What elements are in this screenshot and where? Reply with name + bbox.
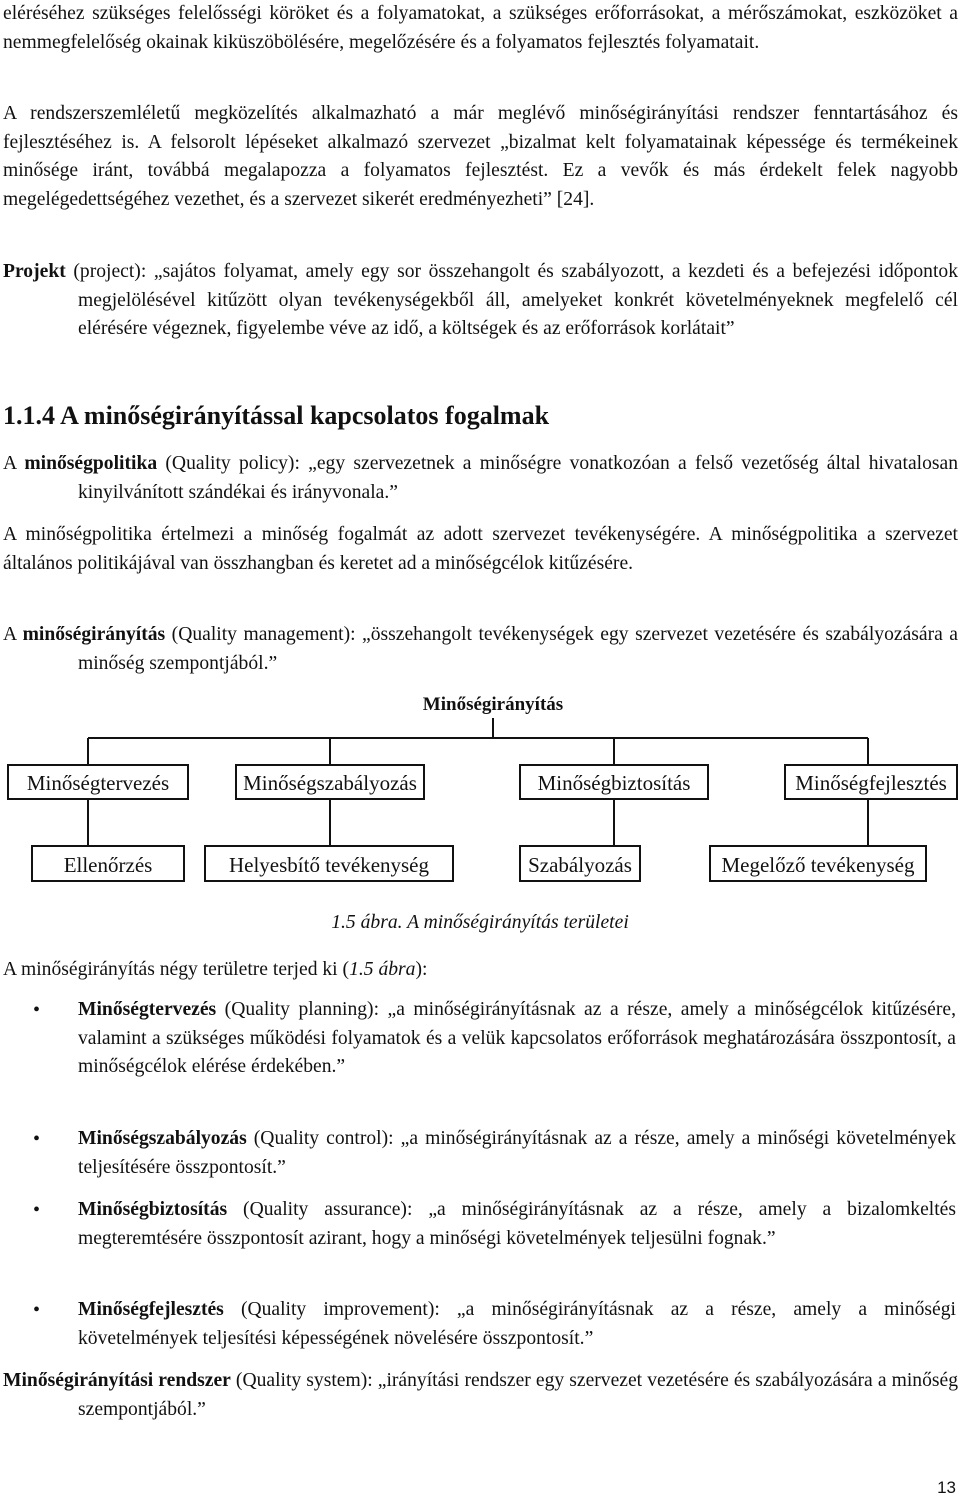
diagram-title: Minőségirányítás xyxy=(422,694,564,715)
intro-text: A minőségirányítás négy területre terjed ki ( xyxy=(3,959,350,980)
term-projekt: Projekt xyxy=(3,261,66,282)
quality-management-diagram xyxy=(0,686,960,906)
paragraph-minosegpolitika-explanation: A minőségpolitika értelmezi a minőség fogalmát az adott szervezet tevékenységére. A minőségpolitika a szervezet általános politikájával van összhangban és keretet ad a minőségcélok kitűzésére. xyxy=(3,524,958,574)
paragraph-areas-intro xyxy=(3,956,958,985)
list-item-text xyxy=(78,1125,956,1182)
figure-caption xyxy=(0,912,960,934)
label-helyesbito-tevekenyseg: Helyesbítő tevékenység xyxy=(228,853,430,877)
definition-projekt-text: (project): „sajátos folyamat, amely egy sor összehangolt és szabályozott, a kezdeti és a befejezési időpontok megjelölésével kitűzött olyan tevékenységekből áll, amelyeket konkrét követelményeknek megfelelő cél elérésére végeznek, figyelembe véve az idő, a költségek és az erőforrások korlátait” xyxy=(65,261,958,340)
diagram-svg xyxy=(0,686,960,906)
bullet-icon: • xyxy=(33,1128,41,1150)
intro-text-end: ): xyxy=(415,959,428,980)
paragraph-intro-continuation: eléréséhez szükséges felelősségi köröket és a folyamatokat, a szükséges erőforrásokat, a mérőszámokat, eszközöket a nemmegfelelőség okainak kiküszöbölésére, megelőzésére és a folyamatos fejlesztés folyamatait. xyxy=(3,3,958,53)
definition-minosegszabalyozas-text: (Quality control): „a minőségirányításnak az a része, amely a minőségi követelmények teljesítésére összpontosít.” xyxy=(78,1128,956,1178)
definition-projekt xyxy=(3,258,958,344)
bullet-icon: • xyxy=(33,1199,41,1221)
definition-minosegpolitika-text: (Quality policy): „egy szervezetnek a minőségre vonatkozóan a felső vezetőség által hivatalosan kinyilvánított szándékai és irányvonala.” xyxy=(78,453,958,503)
label-minosegszabalyozas: Minőségszabályozás xyxy=(243,771,417,795)
paragraph-system-approach: A rendszerszemléletű megközelítés alkalmazható a már meglévő minőségirányítási rendszer fenntartásához és fejlesztéséhez is. A felsorolt lépéseket alkalmazó szervezet „bizalmat kelt folyamatainak képessége és termékeinek minősége iránt, továbbá megalapozza a folyamatos fejlesztést. Ez a vevők és más érdekelt felek nagyobb megelégedettségéhez vezethet, és a szervezet sikerét eredményezheti” [24]. xyxy=(3,103,958,210)
list-item-text xyxy=(78,996,956,1082)
term-minosegbiztositas: Minőségbiztosítás xyxy=(78,1199,228,1220)
label-minosegfejlesztes: Minőségfejlesztés xyxy=(795,771,947,795)
definition-minosegiranyitasi-rendszer xyxy=(3,1367,958,1424)
definition-minosegiranyitas xyxy=(3,621,958,678)
term-minosegiranyitasi-rendszer: Minőségirányítási rendszer xyxy=(3,1370,231,1391)
section-heading: 1.1.4 A minőségirányítással kapcsolatos fogalmak xyxy=(3,401,550,430)
definition-minosegiranyitasi-rendszer-text: (Quality system): „irányítási rendszer egy szervezet vezetésére és szabályozására a minőség szempontjából.” xyxy=(78,1370,958,1420)
term-minosegszabalyozas: Minőségszabályozás xyxy=(78,1128,247,1149)
list-item-text xyxy=(78,1296,956,1353)
definition-minosegtervezes-text: (Quality planning): „a minőségirányításnak az a része, amely a minőségcélok kitűzésére, valamint a szükséges működési folyamatok és a velük kapcsolatos erőforrások meghatározására összpontosít, a minőségcélok elérése érdekében.” xyxy=(78,999,956,1078)
term-minosegiranyitas: minőségirányítás xyxy=(22,624,166,645)
definition-prefix: A xyxy=(3,453,25,474)
definition-minosegbiztositas-text: (Quality assurance): „a minőségirányításnak az a része, amely a bizalomkeltés megteremtésére összpontosít azirant, hogy a minőségi követelmények teljesülni fognak.” xyxy=(78,1199,956,1249)
term-minosegpolitika: minőségpolitika xyxy=(24,453,158,474)
label-szabalyozas: Szabályozás xyxy=(528,853,632,877)
figure-caption-text: 1.5 ábra. A minőségirányítás területei xyxy=(331,912,629,933)
definition-minosegfejlesztes-text: (Quality improvement): „a minőségirányításnak az a része, amely a minőségi követelmények teljesítési képességének növelésére összpontosít.” xyxy=(78,1299,956,1349)
term-minosegtervezes: Minőségtervezés xyxy=(78,999,217,1020)
figure-reference: 1.5 ábra xyxy=(349,959,416,980)
list-item-text xyxy=(78,1196,956,1253)
label-minosegbiztositas: Minőségbiztosítás xyxy=(537,771,691,795)
definition-minosegiranyitas-text: (Quality management): „összehangolt tevékenységek egy szervezet vezetésére és szabályozására a minőség szempontjából.” xyxy=(78,624,959,674)
page-number: 13 xyxy=(937,1478,956,1497)
label-minosegtervezes: Minőségtervezés xyxy=(26,771,170,795)
bullet-icon: • xyxy=(33,999,41,1021)
diagram-connectors xyxy=(88,718,868,846)
bullet-icon: • xyxy=(33,1299,41,1321)
label-megelozo-tevekenyseg: Megelőző tevékenység xyxy=(721,853,915,877)
definition-prefix: A xyxy=(3,624,23,645)
term-minosegfejlesztes: Minőségfejlesztés xyxy=(78,1299,224,1320)
definition-minosegpolitika xyxy=(3,450,958,507)
label-ellenorzes: Ellenőrzés xyxy=(63,853,153,877)
